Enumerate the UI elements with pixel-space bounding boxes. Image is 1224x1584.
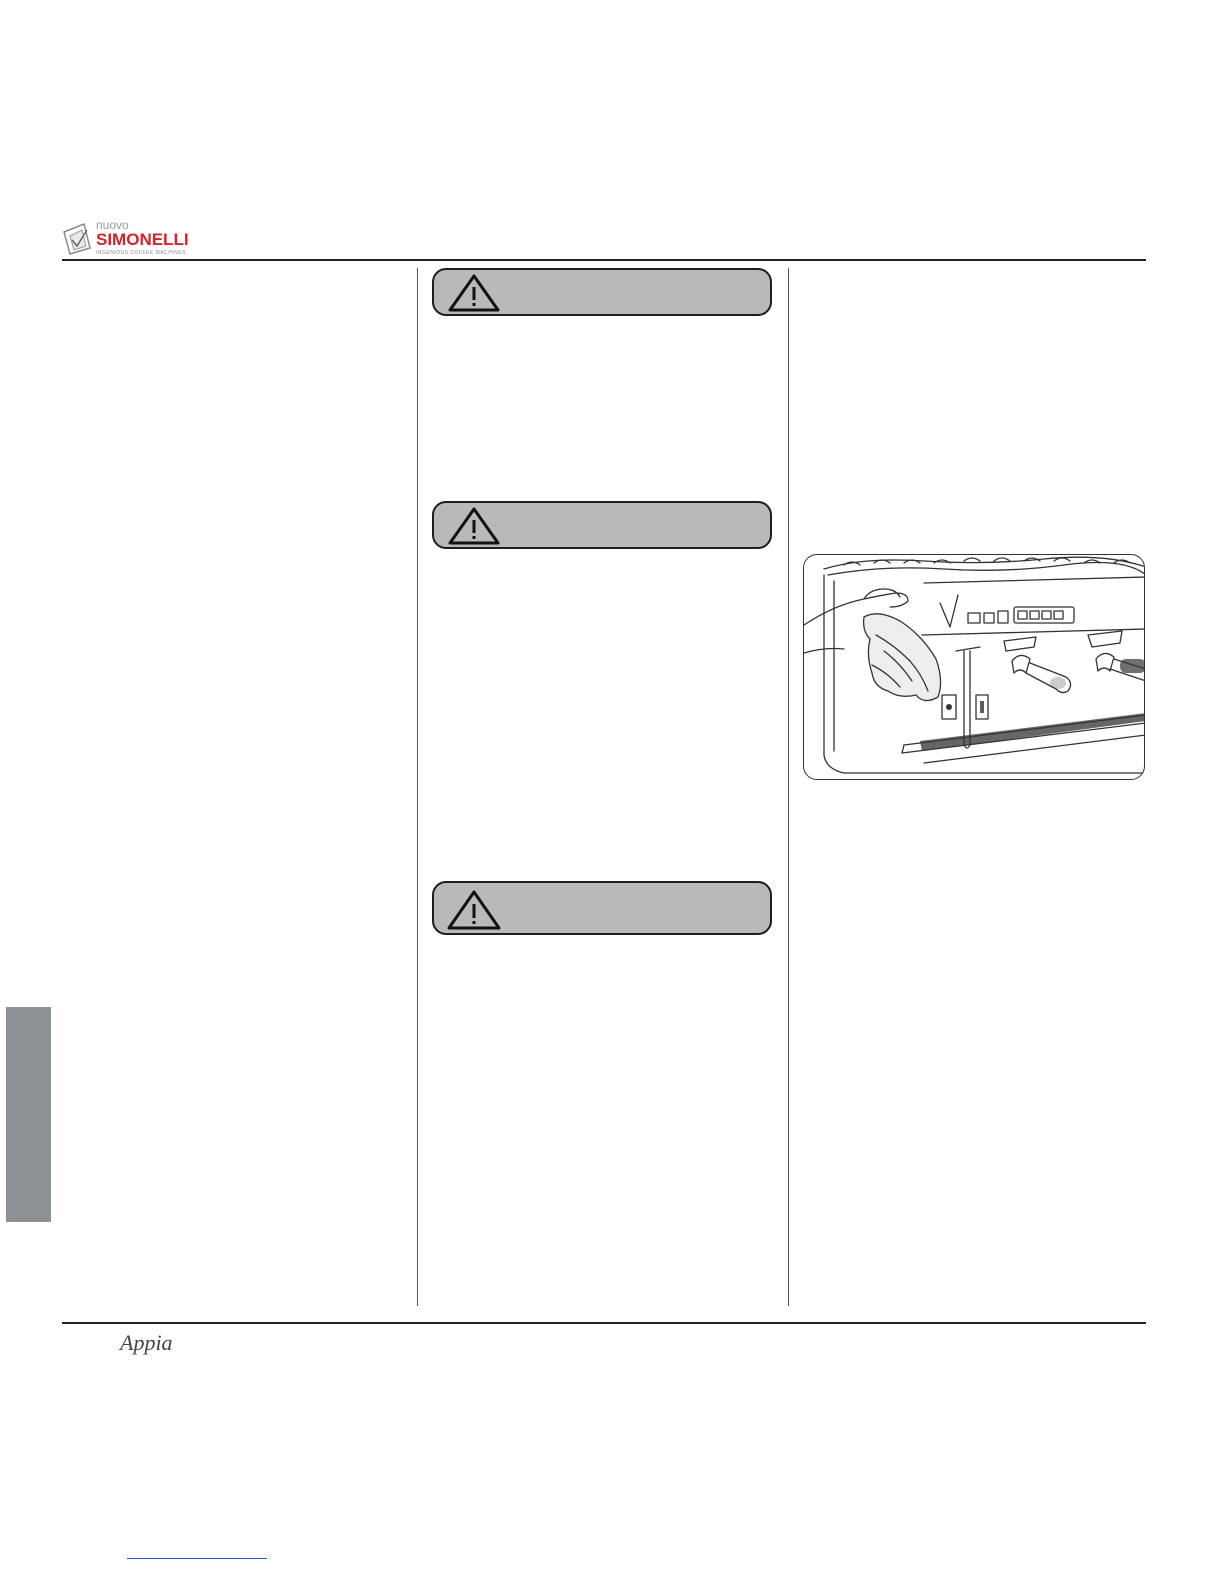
footer-rule [62,1322,1146,1324]
logo-mark-icon [64,224,90,254]
brand-logo [60,218,238,258]
header-rule [62,259,1146,261]
warning-box [432,501,772,549]
model-logo-text: Appia [120,1330,173,1355]
warning-triangle-icon [446,273,502,313]
warning-triangle-icon [446,889,502,931]
steam-wand-cleaning-figure [803,554,1145,780]
page-link-underline[interactable] [127,1558,267,1559]
column-divider [417,268,418,1306]
logo-prefix: nuovo [96,218,129,232]
column-divider [788,268,789,1306]
logo-brand: SIMONELLI [96,230,189,249]
warning-triangle-icon [446,506,502,546]
warning-box [432,268,772,316]
logo-tagline: INGENIOUS COFFEE MACHINES [96,250,187,256]
warning-box [432,881,772,935]
model-logo [118,1328,204,1358]
section-side-tab [6,1007,51,1222]
